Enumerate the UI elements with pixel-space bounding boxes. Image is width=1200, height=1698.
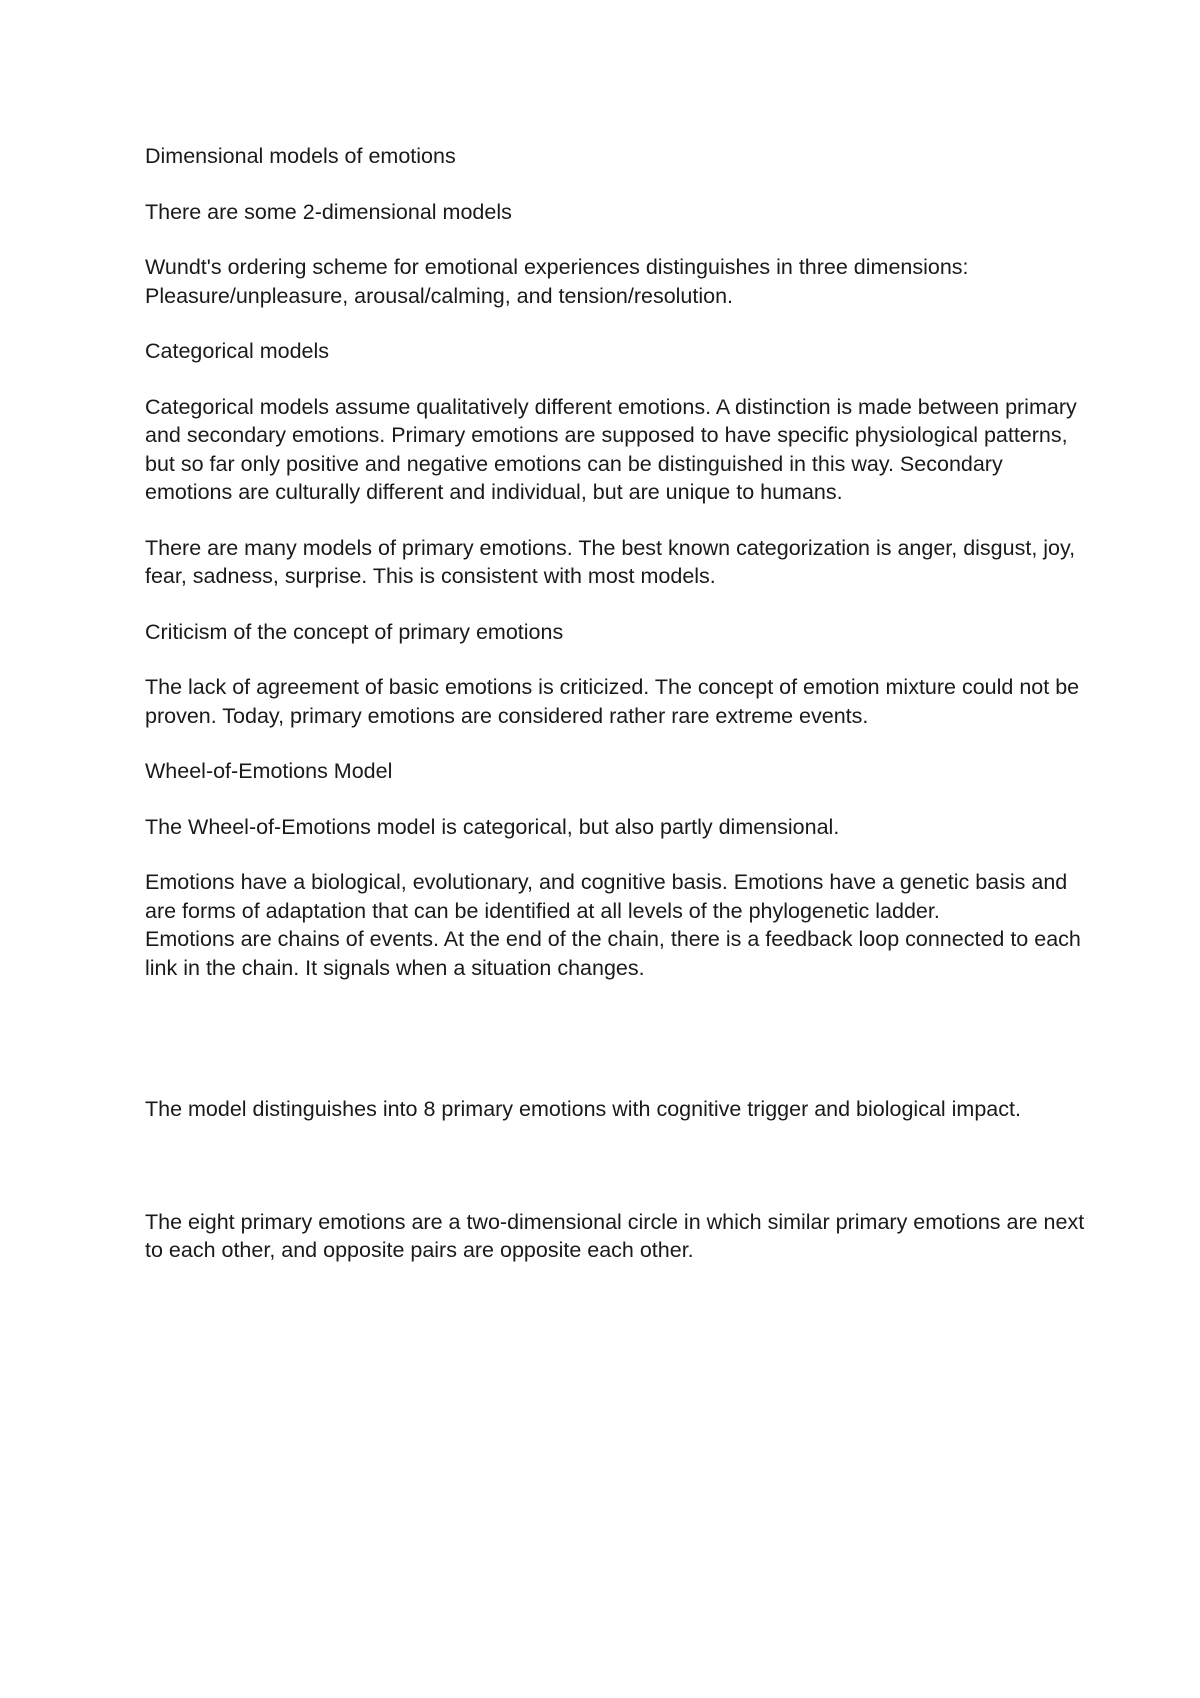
spacer xyxy=(145,366,1085,393)
paragraph-wundt: Wundt's ordering scheme for emotional experiences distinguishes in three dimensions: Pleasure/unpleasure, arousal/calming, and tension/resolution. xyxy=(145,255,969,308)
paragraph-eight-primary: The model distinguishes into 8 primary emotions with cognitive trigger and biological impact. xyxy=(145,1097,1021,1121)
spacer xyxy=(145,982,1085,1095)
heading-categorical-models: Categorical models xyxy=(145,339,330,363)
paragraph-chains-of-events: Emotions are chains of events. At the end of the chain, there is a feedback loop connected to each link in the chain. It signals when a situation changes. xyxy=(145,927,1081,980)
spacer xyxy=(145,310,1085,337)
spacer xyxy=(145,507,1085,534)
heading-wheel-model: Wheel-of-Emotions Model xyxy=(145,759,393,783)
spacer xyxy=(145,591,1085,618)
paragraph-primary-models: There are many models of primary emotions. The best known categorization is anger, disgust, joy, fear, sadness, surprise. This is consistent with most models. xyxy=(145,535,1076,588)
spacer xyxy=(145,171,1085,198)
heading-dimensional-models: Dimensional models of emotions xyxy=(145,144,456,168)
spacer xyxy=(145,1124,1085,1208)
paragraph-categorical: Categorical models assume qualitatively different emotions. A distinction is made between primary and secondary emotions. Primary emotions are supposed to have specific physiological patterns, but so far only positive and negative emotions can be distinguished in this way. Secondary emotions are culturally different and individual, but are unique to humans. xyxy=(145,394,1077,504)
paragraph-wheel-categorical: The Wheel-of-Emotions model is categorical, but also partly dimensional. xyxy=(145,814,840,839)
heading-criticism: Criticism of the concept of primary emotions xyxy=(145,619,564,644)
spacer xyxy=(145,841,1085,868)
spacer xyxy=(145,730,1085,757)
paragraph-criticism: The lack of agreement of basic emotions is criticized. The concept of emotion mixture could not be proven. Today, primary emotions are considered rather rare extreme events. xyxy=(145,675,1080,728)
paragraph-circle: The eight primary emotions are a two-dimensional circle in which similar primary emotions are next to each other, and opposite pairs are opposite each other. xyxy=(145,1209,1085,1262)
paragraph-biological-basis: Emotions have a biological, evolutionary, and cognitive basis. Emotions have a genetic basis and are forms of adaptation that can be identified at all levels of the phylogenetic ladder. xyxy=(145,870,1068,923)
spacer xyxy=(145,646,1085,673)
paragraph-2d-models: There are some 2-dimensional models xyxy=(145,199,512,224)
spacer xyxy=(145,786,1085,813)
document-body xyxy=(145,142,1085,1265)
spacer xyxy=(145,226,1085,253)
